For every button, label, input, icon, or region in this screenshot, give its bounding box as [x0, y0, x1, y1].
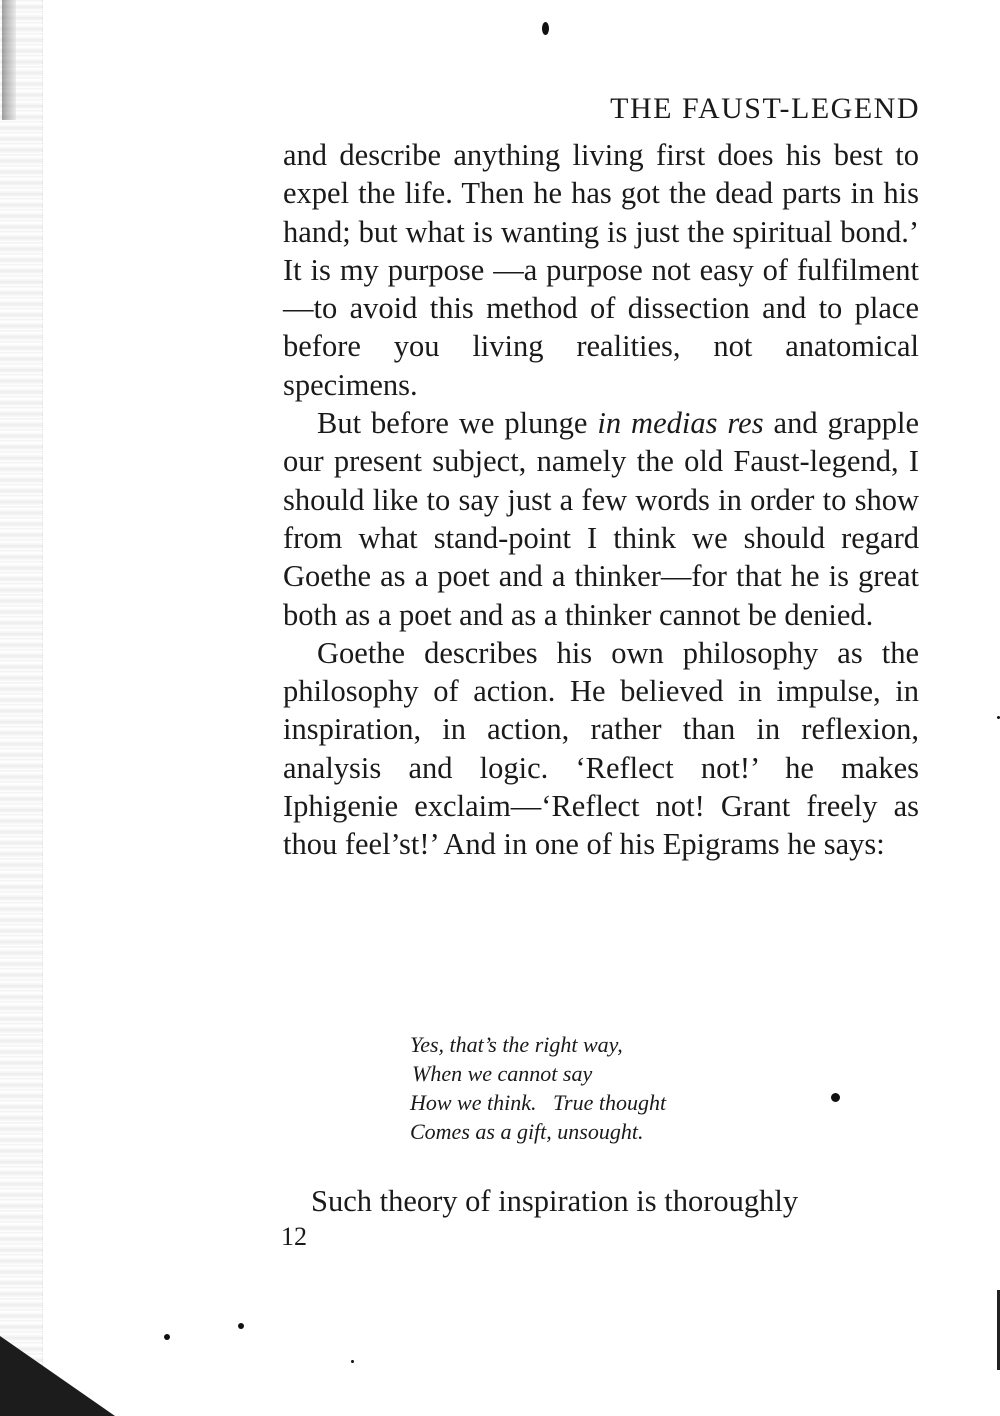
verse-line: Comes as a gift, unsought. [410, 1119, 644, 1144]
ink-speck [542, 22, 549, 35]
page-gutter-scan [0, 0, 43, 1416]
page-number: 12 [281, 1222, 307, 1251]
body-text [283, 136, 919, 864]
ink-speck [164, 1334, 170, 1340]
ink-speck [831, 1093, 840, 1102]
latin-phrase: in medias res [597, 406, 764, 441]
epigram-verse [410, 1030, 830, 1146]
ink-speck [238, 1323, 244, 1329]
running-head: THE FAUST-LEGEND [610, 92, 920, 125]
continuation-line: Such theory of inspiration is thoroughly [311, 1184, 799, 1218]
ink-speck [351, 1360, 354, 1363]
paragraph-text: But before we plunge [317, 406, 598, 441]
paragraph: and describe anything living first does his best to expel the life. Then he has got the dead parts in his hand; but what is wanting is just the spiritual bond.’ It is my purpose —a purpose not easy of fulfilment—to avoid this method of dissection and to place before you living realities, not anatomical specimens. [283, 138, 919, 402]
verse-line: When we cannot say [412, 1061, 593, 1086]
verse-line: Yes, that’s the right way, [410, 1032, 623, 1057]
corner-shadow [0, 1336, 115, 1416]
paragraph: Goethe describes his own philosophy as the philosophy of action. He believed in impulse, in inspiration, in action, rather than in reflexion, analysis and logic. ‘Reflect not!’ he makes Iphigenie exclaim—‘Reflect not! Grant freely as thou feel’st!’ And in one of his Epigrams he says: [283, 635, 919, 862]
verse-line: How we think. True thought [410, 1090, 667, 1115]
paragraph [283, 404, 919, 634]
binding-edge [2, 0, 16, 120]
paragraph-text: and grapple our present subject, namely the old Faust-legend, I should like to say just a few words in order to show from what stand-point I think we should regard Goethe as a poet and a thinker—for that he is great both as a poet and as a thinker cannot be denied. [283, 406, 919, 632]
